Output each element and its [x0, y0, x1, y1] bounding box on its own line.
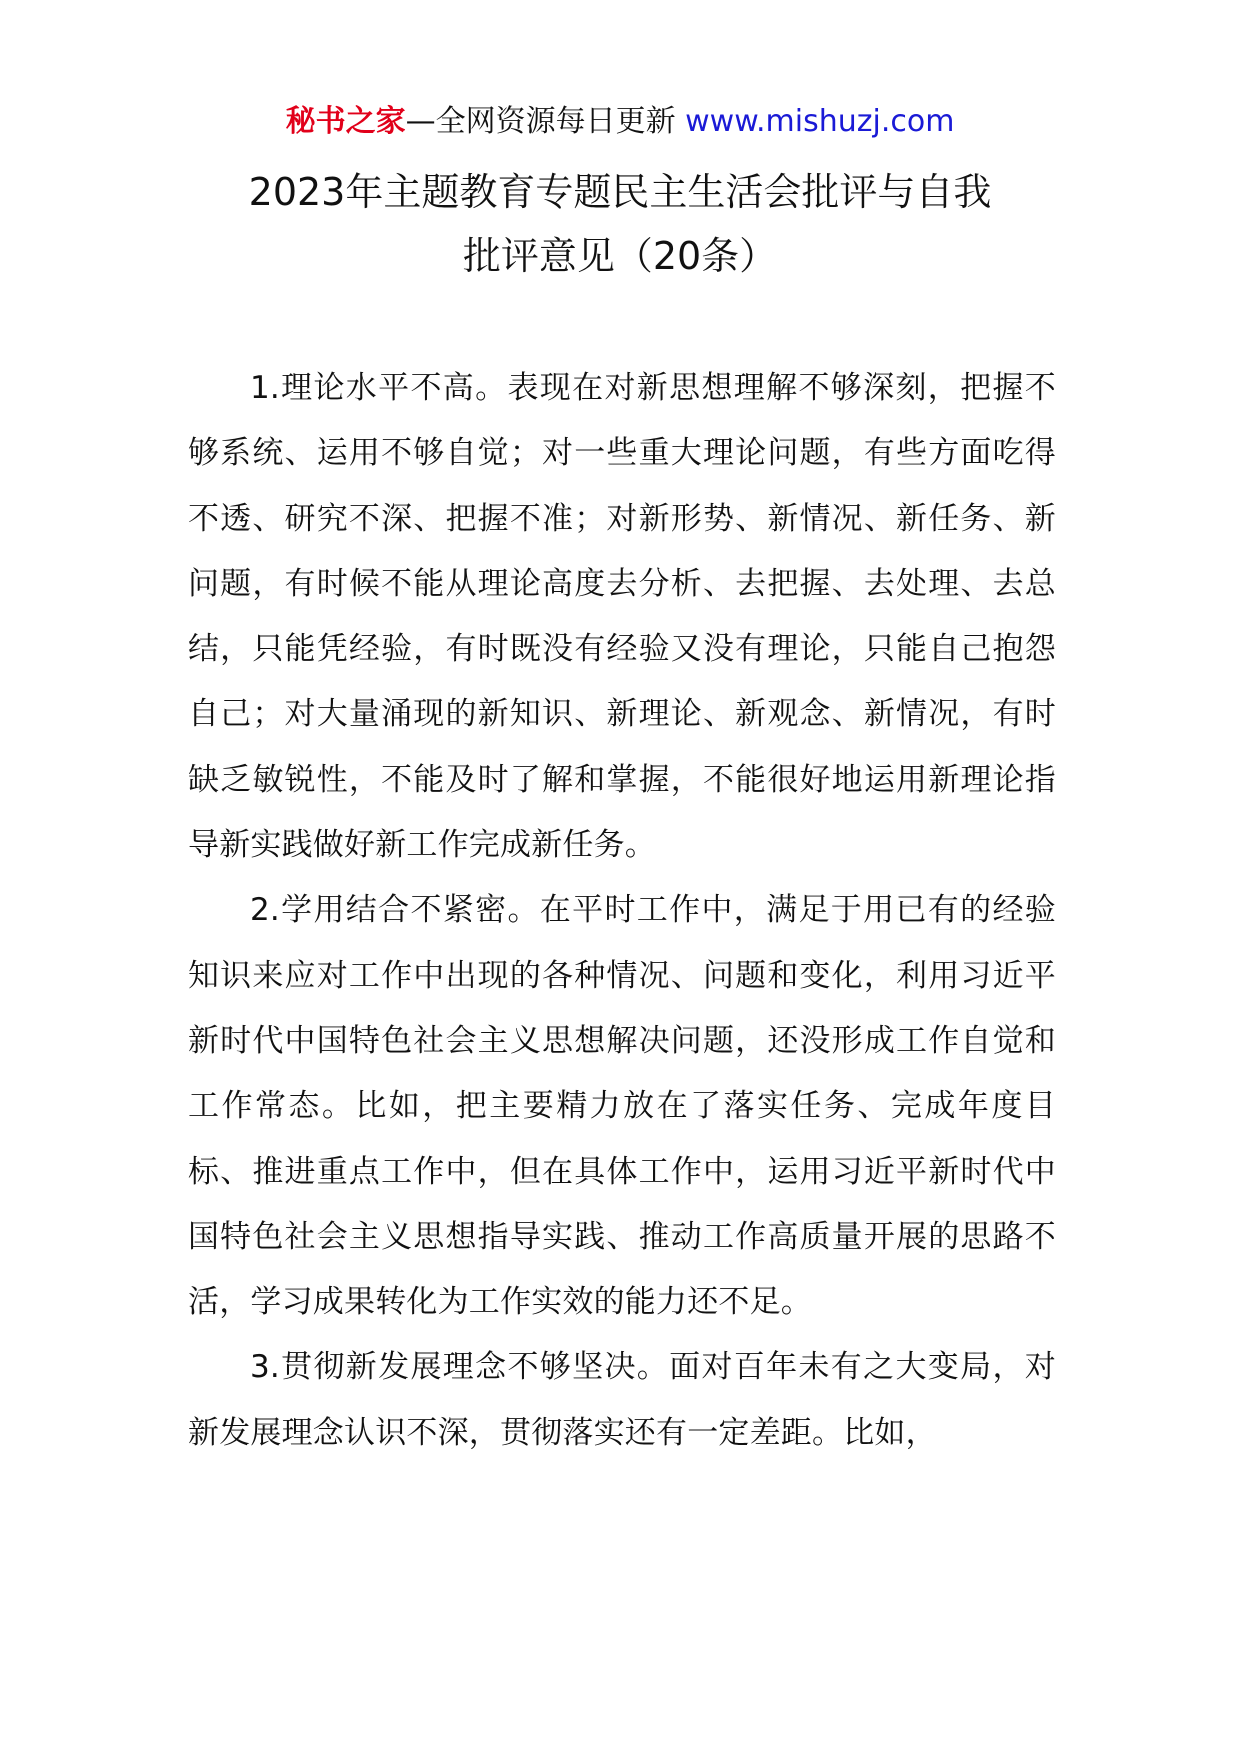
paragraph-1: 1.理论水平不高。表现在对新思想理解不够深刻，把握不够系统、运用不够自觉；对一些重大理论问题，有些方面吃得不透、研究不深、把握不准；对新形势、新情况、新任务、新问题，有时候不能从理论高度去分析、去把握、去处理、去总结，只能凭经验，有时既没有经验又没有理论，只能自己抱怨自己；对大量涌现的新知识、新理论、新观念、新情况，有时缺乏敏锐性，不能及时了解和掌握，不能很好地运用新理论指导新实践做好新工作完成新任务。: [188, 370, 1056, 864]
document-title: [150, 160, 1090, 288]
title-line-1: 2023年主题教育专题民主生活会批评与自我: [248, 170, 992, 214]
paragraph-2: 2.学用结合不紧密。在平时工作中，满足于用已有的经验知识来应对工作中出现的各种情况、问题和变化，利用习近平新时代中国特色社会主义思想解决问题，还没形成工作自觉和工作常态。比如，把主要精力放在了落实任务、完成年度目标、推进重点工作中，但在具体工作中，运用习近平新时代中国特色社会主义思想指导实践、推动工作高质量开展的思路不活，学习成果转化为工作实效的能力还不足。: [188, 892, 1056, 1321]
title-line-2: 批评意见（20条）: [462, 234, 778, 278]
site-header: [0, 100, 1240, 144]
header-tagline: —全网资源每日更新: [405, 104, 686, 139]
site-url[interactable]: www.mishuzj.com: [685, 104, 955, 139]
brand-name: 秘书之家: [285, 104, 406, 139]
document-body: [188, 356, 1056, 1466]
paragraph-3: 3.贯彻新发展理念不够坚决。面对百年未有之大变局，对新发展理念认识不深，贯彻落实还有一定差距。比如，: [188, 1349, 1056, 1451]
